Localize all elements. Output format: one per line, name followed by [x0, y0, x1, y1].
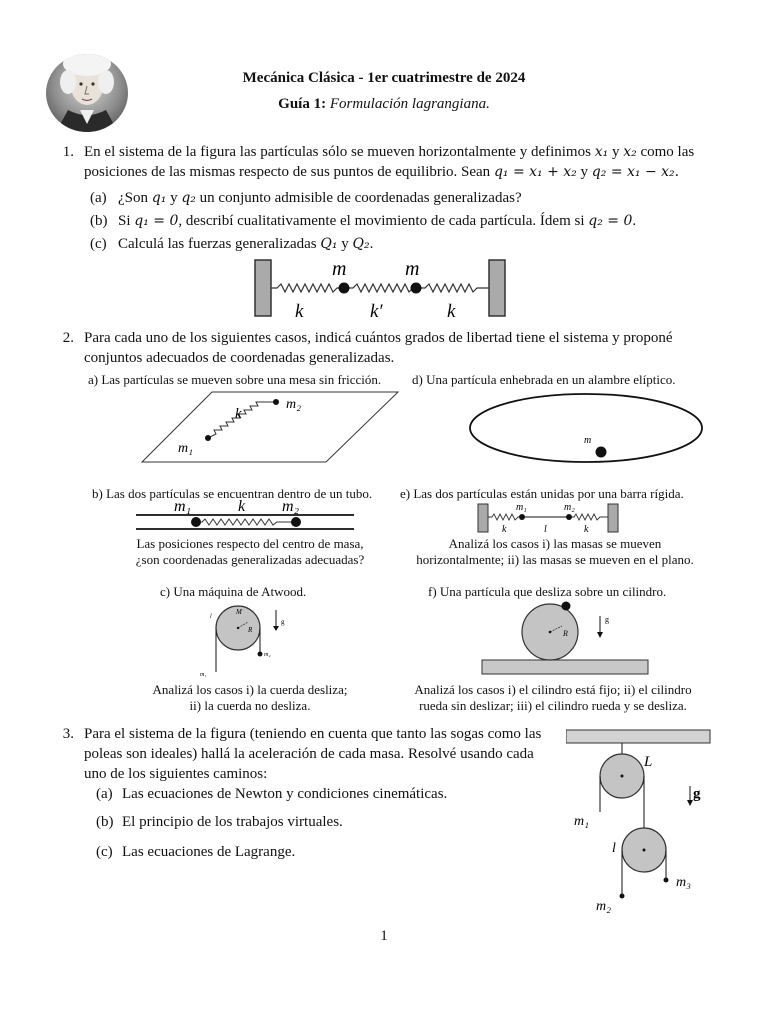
p3-item-c-label: (c) [96, 844, 113, 860]
problem-1-number: 1. [62, 144, 74, 160]
case-e-caption-line: horizontalmente; ii) las masas se mueven en el plano. [416, 552, 694, 567]
case-b-title: b) Las dos partículas se encuentran dentro de un tubo. [92, 486, 373, 501]
mass-m1-case-e [519, 514, 525, 520]
ceiling [566, 730, 710, 743]
case-f-caption-line: Analizá los casos i) el cilindro está fijo; ii) el cilindro [414, 682, 692, 697]
case-b-caption-line: Las posiciones respecto del centro de masa, [136, 536, 364, 551]
p1-item-a-text: un conjunto admisible de coordenadas generalizadas? [199, 190, 522, 206]
label-k-right-case-e: k [584, 524, 589, 535]
figure-case-d [462, 390, 712, 470]
case-e-caption [400, 536, 710, 568]
p1-item-b-cond2: q₂ = 0 [588, 213, 633, 229]
mass-m2-case-c [258, 652, 263, 657]
label-m2-case-c: m₂ [264, 652, 271, 658]
label-m2: m₂ [596, 899, 611, 914]
label-m1: m₁ [574, 814, 589, 829]
label-l: l [612, 841, 616, 856]
p1-item-c-label: (c) [90, 236, 107, 252]
p1-q1-definition: q₁ = x₁ + x₂ [493, 164, 577, 180]
p1-item-a-q1: q₁ [151, 190, 167, 206]
label-g: g [693, 786, 701, 802]
spring-right-case-e [569, 514, 608, 520]
cylinder-center [549, 631, 552, 634]
p1-item-b [118, 211, 718, 231]
mass-case-d [596, 447, 607, 458]
case-e-title: e) Las dos partículas están unidas por una barra rígida. [400, 486, 684, 501]
figure-case-f [478, 598, 658, 678]
p1-item-a [118, 188, 718, 208]
portrait-image [46, 54, 128, 132]
left-wall-case-e [478, 504, 488, 532]
label-m2-case-b: m₂ [282, 498, 300, 515]
label-m1-case-e: m₁ [516, 502, 527, 513]
p3-item-b: El principio de los trabajos virtuales. [122, 814, 343, 830]
p3-item-b-label: (b) [96, 814, 114, 830]
problem-2-number: 2. [62, 330, 74, 346]
case-c-caption-line: Analizá los casos i) la cuerda desliza; [152, 682, 348, 697]
figure-case-b [136, 498, 356, 536]
p3-item-c: Las ecuaciones de Lagrange. [122, 844, 296, 860]
problem-3-number: 3. [62, 726, 74, 742]
figure-case-a [140, 388, 400, 466]
label-g-case-f: g [605, 615, 609, 624]
elliptic-wire [470, 394, 702, 462]
document-title: Mecánica Clásica - 1er cuatrimestre de 2024 [242, 70, 526, 86]
spring-right [416, 284, 489, 292]
p3-item-a: Las ecuaciones de Newton y condiciones cinemáticas. [122, 786, 448, 802]
label-mass-left: m [332, 258, 347, 280]
pulley-l-center [643, 849, 646, 852]
case-b-caption [110, 536, 390, 568]
label-M-case-c: M [236, 608, 242, 616]
mass-m2-case-a [273, 399, 279, 405]
problem-1-line-1 [84, 142, 724, 162]
label-k-case-a: k [235, 406, 242, 422]
label-l-case-c: l [210, 614, 212, 620]
case-f-caption [398, 682, 708, 714]
case-a-title: a) Las partículas se mueven sobre una mesa sin fricción. [88, 372, 382, 387]
mass-m3 [664, 878, 669, 883]
p1-text: posiciones de las mismas respecto de sus puntos de equilibrio. Sean [84, 164, 491, 180]
right-wall [489, 260, 505, 316]
label-m1-case-a: m₁ [178, 441, 193, 456]
mass-right [411, 283, 422, 294]
pulley-L-center [621, 775, 624, 778]
case-d-title: d) Una partícula enhebrada en un alambre elíptico. [412, 372, 676, 387]
label-m-case-d: m [584, 435, 592, 446]
mass-m1-case-a [205, 435, 211, 441]
label-m1-case-b: m₁ [174, 498, 192, 515]
p1-item-b-cond1: q₁ = 0 [134, 213, 179, 229]
problem-3-line-2: poleas son ideales) hallá la aceleración de cada masa. Resolvé usando cada [84, 746, 534, 762]
case-e-caption-line: Analizá los casos i) las masas se mueven [448, 536, 662, 551]
case-f-caption-line: rueda sin deslizar; iii) el cilindro rueda y se desliza. [419, 698, 687, 713]
p1-item-c [118, 234, 718, 254]
page-number: 1 [380, 928, 388, 944]
p1-x2: x₂ [623, 144, 637, 160]
problem-3-line-1: Para el sistema de la figura (teniendo en cuenta que tanto las sogas como las [84, 726, 542, 742]
p1-item-a-q2: q₂ [181, 190, 196, 206]
p1-item-c-Q1: Q₁ [320, 236, 338, 252]
label-m2-case-e: m₂ [564, 502, 575, 513]
pulley-center-case-c [237, 627, 239, 629]
problem-2-line-2: conjuntos adecuados de coordenadas generalizadas. [84, 350, 395, 366]
figure-case-e [474, 500, 624, 536]
p1-item-a-text: ¿Son [118, 190, 148, 206]
p1-text: y [611, 144, 620, 160]
mass-m1-case-b [191, 517, 201, 527]
label-m1-case-c: m₁ [200, 672, 207, 678]
label-R-case-c: R [248, 626, 253, 634]
spring-case-b [196, 519, 296, 525]
spring-left-case-e [488, 514, 522, 520]
figure-spring-masses [245, 254, 520, 322]
particle-case-f [562, 602, 571, 611]
mass-left [339, 283, 350, 294]
label-k-right: k [447, 301, 456, 322]
case-f-title: f) Una partícula que desliza sobre un cilindro. [428, 584, 667, 599]
figure-compound-pulley [566, 728, 716, 916]
case-c-caption [110, 682, 390, 714]
mass-m2-case-b [291, 517, 301, 527]
right-wall-case-e [608, 504, 618, 532]
label-k-left-case-e: k [502, 524, 507, 535]
label-k-left: k [295, 301, 304, 322]
mass-m2 [620, 894, 625, 899]
p1-text: En el sistema de la figura las partículas sólo se mueven horizontalmente y definimos [84, 144, 591, 160]
ground-case-f [482, 660, 648, 674]
case-c-caption-line: ii) la cuerda no desliza. [189, 698, 311, 713]
p3-item-a-label: (a) [96, 786, 113, 802]
p1-item-c-Q2: Q₂ [352, 236, 370, 252]
figure-case-c [200, 600, 290, 680]
p1-item-c-text: y [341, 236, 349, 252]
spring-middle [344, 284, 416, 292]
p1-item-c-text: Calculá las fuerzas generalizadas [118, 236, 317, 252]
label-mass-right: m [405, 258, 420, 280]
label-R-case-f: R [563, 629, 568, 638]
p1-item-b-text: Si [118, 213, 131, 229]
p1-item-b-text: , describí cualitativamente el movimiento de cada partícula. Ídem si [178, 213, 585, 229]
p1-text: como las [640, 144, 695, 160]
p1-item-b-text: . [632, 213, 637, 229]
p1-item-c-text: . [369, 236, 374, 252]
spring-left [271, 284, 344, 292]
problem-3-line-3: uno de los siguientes caminos: [84, 766, 268, 782]
guide-topic: Formulación lagrangiana. [329, 96, 490, 112]
gravity-arrowhead-case-c [273, 626, 279, 631]
p1-x1: x₁ [594, 144, 609, 160]
p1-text: y [580, 164, 589, 180]
p1-item-a-text: y [170, 190, 178, 206]
label-g-case-c: g [281, 618, 285, 626]
p1-q2-definition: q₂ = x₁ − x₂. [591, 164, 680, 180]
p1-item-a-label: (a) [90, 190, 107, 206]
p1-item-b-label: (b) [90, 213, 108, 229]
guide-label: Guía 1: [278, 96, 327, 112]
case-b-caption-line: ¿son coordenadas generalizadas adecuadas? [135, 552, 365, 567]
left-wall [255, 260, 271, 316]
gravity-arrowhead-case-f [597, 632, 603, 638]
guide-subtitle [0, 96, 768, 113]
label-L: L [644, 754, 653, 770]
case-c-title: c) Una máquina de Atwood. [160, 584, 307, 599]
mass-m2-case-e [566, 514, 572, 520]
label-m2-case-a: m₂ [286, 397, 301, 412]
label-m3: m₃ [676, 875, 691, 890]
problem-2-line-1: Para cada uno de los siguientes casos, indicá cuántos grados de libertad tiene el sistema y proponé [84, 330, 673, 346]
label-k-mid: k′ [370, 301, 383, 322]
label-k-case-b: k [238, 498, 246, 515]
problem-1-line-2 [84, 162, 724, 182]
label-l-case-e: l [544, 524, 547, 535]
